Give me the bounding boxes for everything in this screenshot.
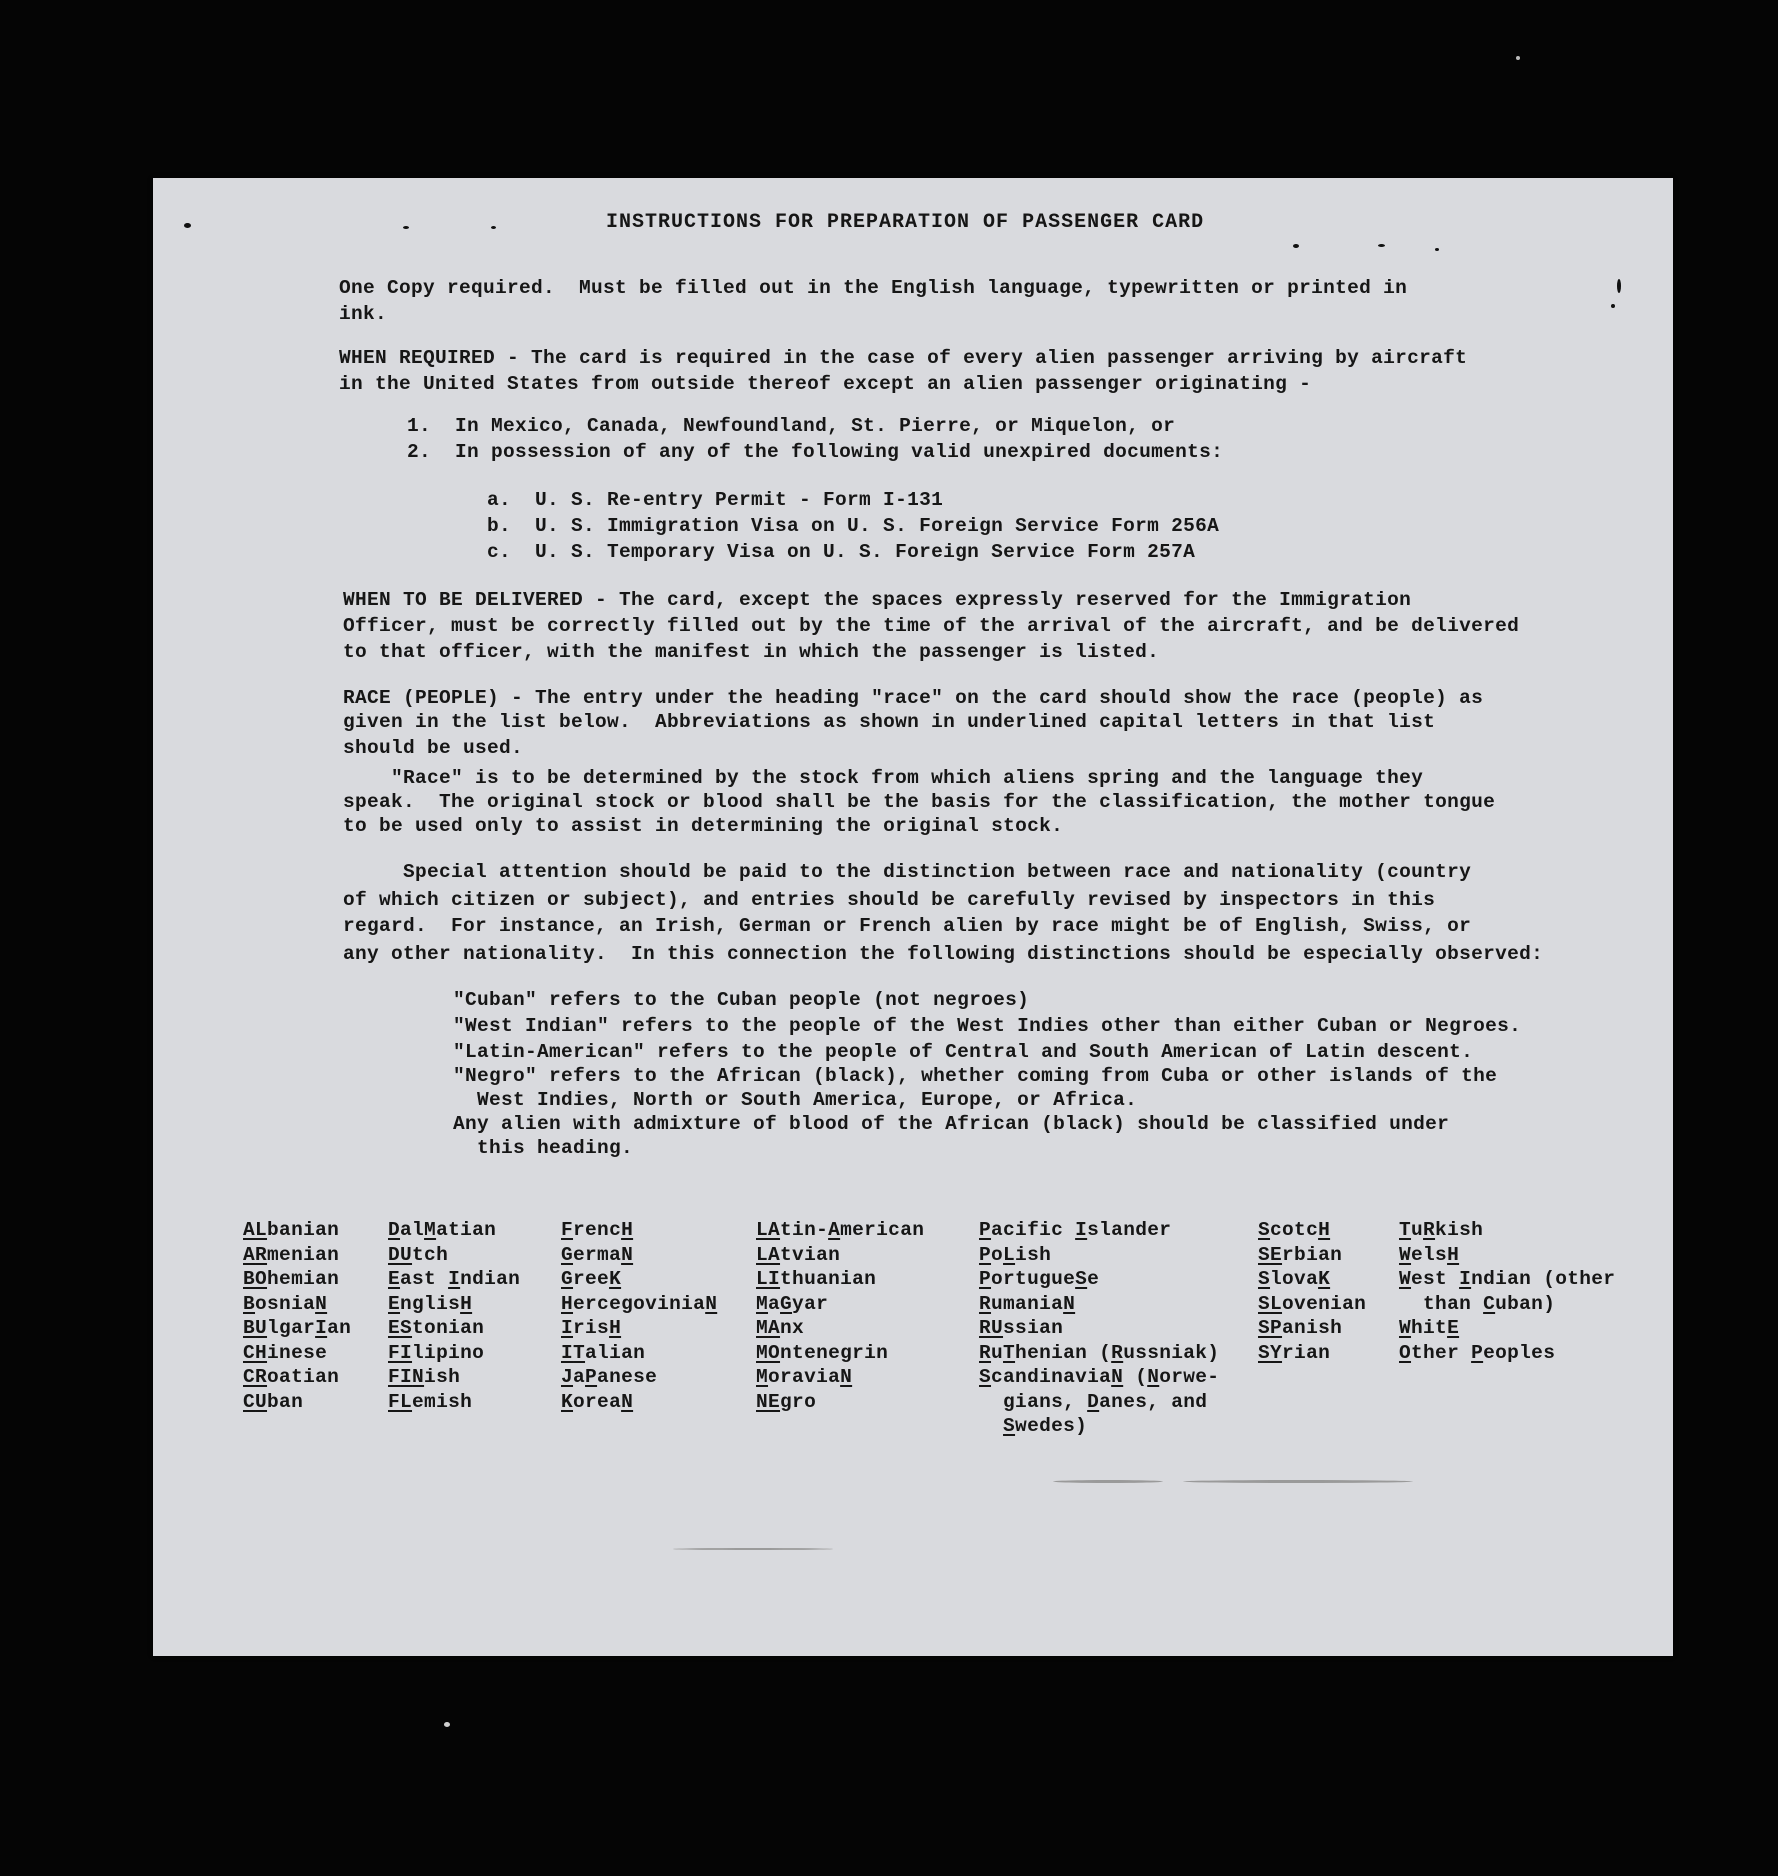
race-list-entry: LAtin-American (756, 1219, 925, 1241)
scan-speck (1378, 244, 1385, 247)
race-list-entry: SYrian (1258, 1341, 1331, 1364)
distinction-line-6: Any alien with admixture of blood of the African (black) should be classified under (453, 1113, 1450, 1135)
race-list-entry: FLemish (388, 1390, 473, 1413)
race-list-entry: East Indian (388, 1268, 521, 1290)
race-list-entry: DUtch (388, 1243, 449, 1266)
race-list-entry: LAtvian (756, 1243, 841, 1266)
attention-line-1: Special attention should be paid to the distinction between race and nationality (country (343, 861, 1472, 883)
attention-line-2: of which citizen or subject), and entries should be carefully revised by inspectors in this (343, 889, 1436, 911)
race-list-entry: Other Peoples (1399, 1341, 1556, 1364)
scan-speck (403, 226, 409, 229)
race-list-entry: CUban (243, 1390, 304, 1413)
exception-item-2: 2. In possession of any of the following valid unexpired documents: (407, 441, 1224, 463)
when-required-line-1: WHEN REQUIRED - The card is required in the case of every alien passenger arriving by aircraft (339, 347, 1468, 369)
scan-speck (184, 223, 191, 228)
race-list-entry: MaGyar (756, 1292, 829, 1315)
attention-line-4: any other nationality. In this connection the following distinctions should be especially observed: (343, 943, 1544, 965)
attention-line-3: regard. For instance, an Irish, German or French alien by race might be of English, Swiss, or (343, 915, 1472, 937)
when-delivered-line-3: to that officer, with the manifest in which the passenger is listed. (343, 641, 1160, 663)
race-list-entry: ITalian (561, 1341, 646, 1364)
race-list-entry: West Indian (other (1399, 1268, 1616, 1290)
faint-bleed-mark (673, 1548, 833, 1550)
distinction-line-1: "Cuban" refers to the Cuban people (not negroes) (453, 989, 1030, 1011)
document-item-a: a. U. S. Re-entry Permit - Form I-131 (487, 489, 944, 511)
race-list-entry: MOntenegrin (756, 1341, 889, 1364)
distinction-line-5: West Indies, North or South America, Europe, or Africa. (453, 1089, 1138, 1111)
race-list-entry: ScandinaviaN (Norwe- (979, 1366, 1220, 1388)
race-list-entry: RumaniaN (979, 1292, 1076, 1315)
document-item-c: c. U. S. Temporary Visa on U. S. Foreign Service Form 257A (487, 541, 1196, 563)
race-list-entry: BUlgarIan (243, 1317, 352, 1339)
race-list-entry: FIlipino (388, 1341, 485, 1364)
race-list-entry: PortugueSe (979, 1268, 1100, 1290)
distinction-line-4: "Negro" refers to the African (black), whether coming from Cuba or other islands of the (453, 1065, 1498, 1087)
distinction-line-2: "West Indian" refers to the people of the West Indies other than either Cuban or Negroes. (453, 1015, 1522, 1037)
race-list-entry: HercegoviniaN (561, 1292, 718, 1315)
race-list-entry: gians, Danes, and (1003, 1390, 1208, 1413)
scan-speck (1435, 248, 1439, 251)
race-list-entry: CRoatian (243, 1366, 340, 1388)
race-list-entry: than Cuban) (1423, 1292, 1556, 1315)
scan-speck (1293, 244, 1299, 248)
race-list-entry: WhitE (1399, 1317, 1460, 1339)
race-list-entry: WelsH (1399, 1243, 1460, 1266)
race-list-entry: Swedes) (1003, 1415, 1088, 1437)
race-list-entry: EnglisH (388, 1292, 473, 1315)
race-definition-line-3: to be used only to assist in determining the original stock. (343, 815, 1064, 837)
race-list-entry: CHinese (243, 1341, 328, 1364)
race-list-entry: ARmenian (243, 1243, 340, 1266)
race-list-entry: RuThenian (Russniak) (979, 1341, 1220, 1364)
race-list-entry: RUssian (979, 1317, 1064, 1339)
when-delivered-line-1: WHEN TO BE DELIVERED - The card, except the spaces expressly reserved for the Immigration (343, 589, 1412, 611)
scan-speck (1611, 304, 1615, 308)
race-intro-line-1: RACE (PEOPLE) - The entry under the heading "race" on the card should show the race (people) as (343, 687, 1484, 709)
exception-item-1: 1. In Mexico, Canada, Newfoundland, St. Pierre, or Miquelon, or (407, 415, 1176, 437)
race-definition-line-1: "Race" is to be determined by the stock from which aliens spring and the language they (343, 767, 1424, 789)
race-list-entry: FINish (388, 1366, 461, 1388)
race-list-entry: GermaN (561, 1243, 634, 1266)
race-list-entry: SLovenian (1258, 1292, 1367, 1315)
document-sheet (153, 178, 1673, 1656)
race-list-entry: PoLish (979, 1243, 1052, 1266)
race-list-entry: ALbanian (243, 1219, 340, 1241)
race-list-entry: ScotcH (1258, 1219, 1331, 1241)
race-definition-line-2: speak. The original stock or blood shall be the basis for the classification, the mother tongue (343, 791, 1496, 813)
race-list-entry: SPanish (1258, 1317, 1343, 1339)
race-list-entry: KoreaN (561, 1390, 634, 1413)
race-list-entry: DalMatian (388, 1219, 497, 1241)
faint-bleed-mark (1053, 1480, 1163, 1483)
race-intro-line-3: should be used. (343, 737, 524, 759)
race-list-entry: TuRkish (1399, 1219, 1484, 1241)
scan-speck (1617, 279, 1621, 293)
race-list-entry: LIthuanian (756, 1268, 877, 1290)
when-required-line-2: in the United States from outside thereof except an alien passenger originating - (339, 373, 1312, 395)
race-intro-line-2: given in the list below. Abbreviations as shown in underlined capital letters in that list (343, 711, 1436, 733)
race-list-entry: IrisH (561, 1317, 622, 1339)
passenger-card-instructions (153, 178, 1673, 1656)
scan-speck (444, 1722, 450, 1727)
race-list-entry: FrencH (561, 1219, 634, 1241)
race-list-entry: SErbian (1258, 1243, 1343, 1266)
copy-note-line-2: ink. (339, 303, 388, 325)
race-list-entry: JaPanese (561, 1366, 658, 1388)
scan-speck (491, 226, 496, 229)
when-delivered-line-2: Officer, must be correctly filled out by the time of the arrival of the aircraft, and be delivered (343, 615, 1520, 637)
race-list-entry: MoraviaN (756, 1366, 853, 1388)
race-list-entry: Pacific Islander (979, 1219, 1172, 1241)
scan-speck (1516, 56, 1520, 60)
document-item-b: b. U. S. Immigration Visa on U. S. Foreign Service Form 256A (487, 515, 1220, 537)
faint-bleed-mark (1183, 1480, 1413, 1483)
race-list-entry: MAnx (756, 1317, 805, 1339)
page-title: INSTRUCTIONS FOR PREPARATION OF PASSENGER CARD (606, 211, 1205, 234)
race-list-entry: GreeK (561, 1268, 622, 1290)
race-list-entry: NEgro (756, 1390, 817, 1413)
race-list-entry: SlovaK (1258, 1268, 1331, 1290)
copy-note-line-1: One Copy required. Must be filled out in the English language, typewritten or printed in (339, 277, 1408, 299)
distinction-line-7: this heading. (453, 1137, 634, 1159)
race-list-entry: BosniaN (243, 1292, 328, 1315)
race-list-entry: EStonian (388, 1317, 485, 1339)
race-list-entry: BOhemian (243, 1268, 340, 1290)
distinction-line-3: "Latin-American" refers to the people of Central and South American of Latin descent. (453, 1041, 1474, 1063)
